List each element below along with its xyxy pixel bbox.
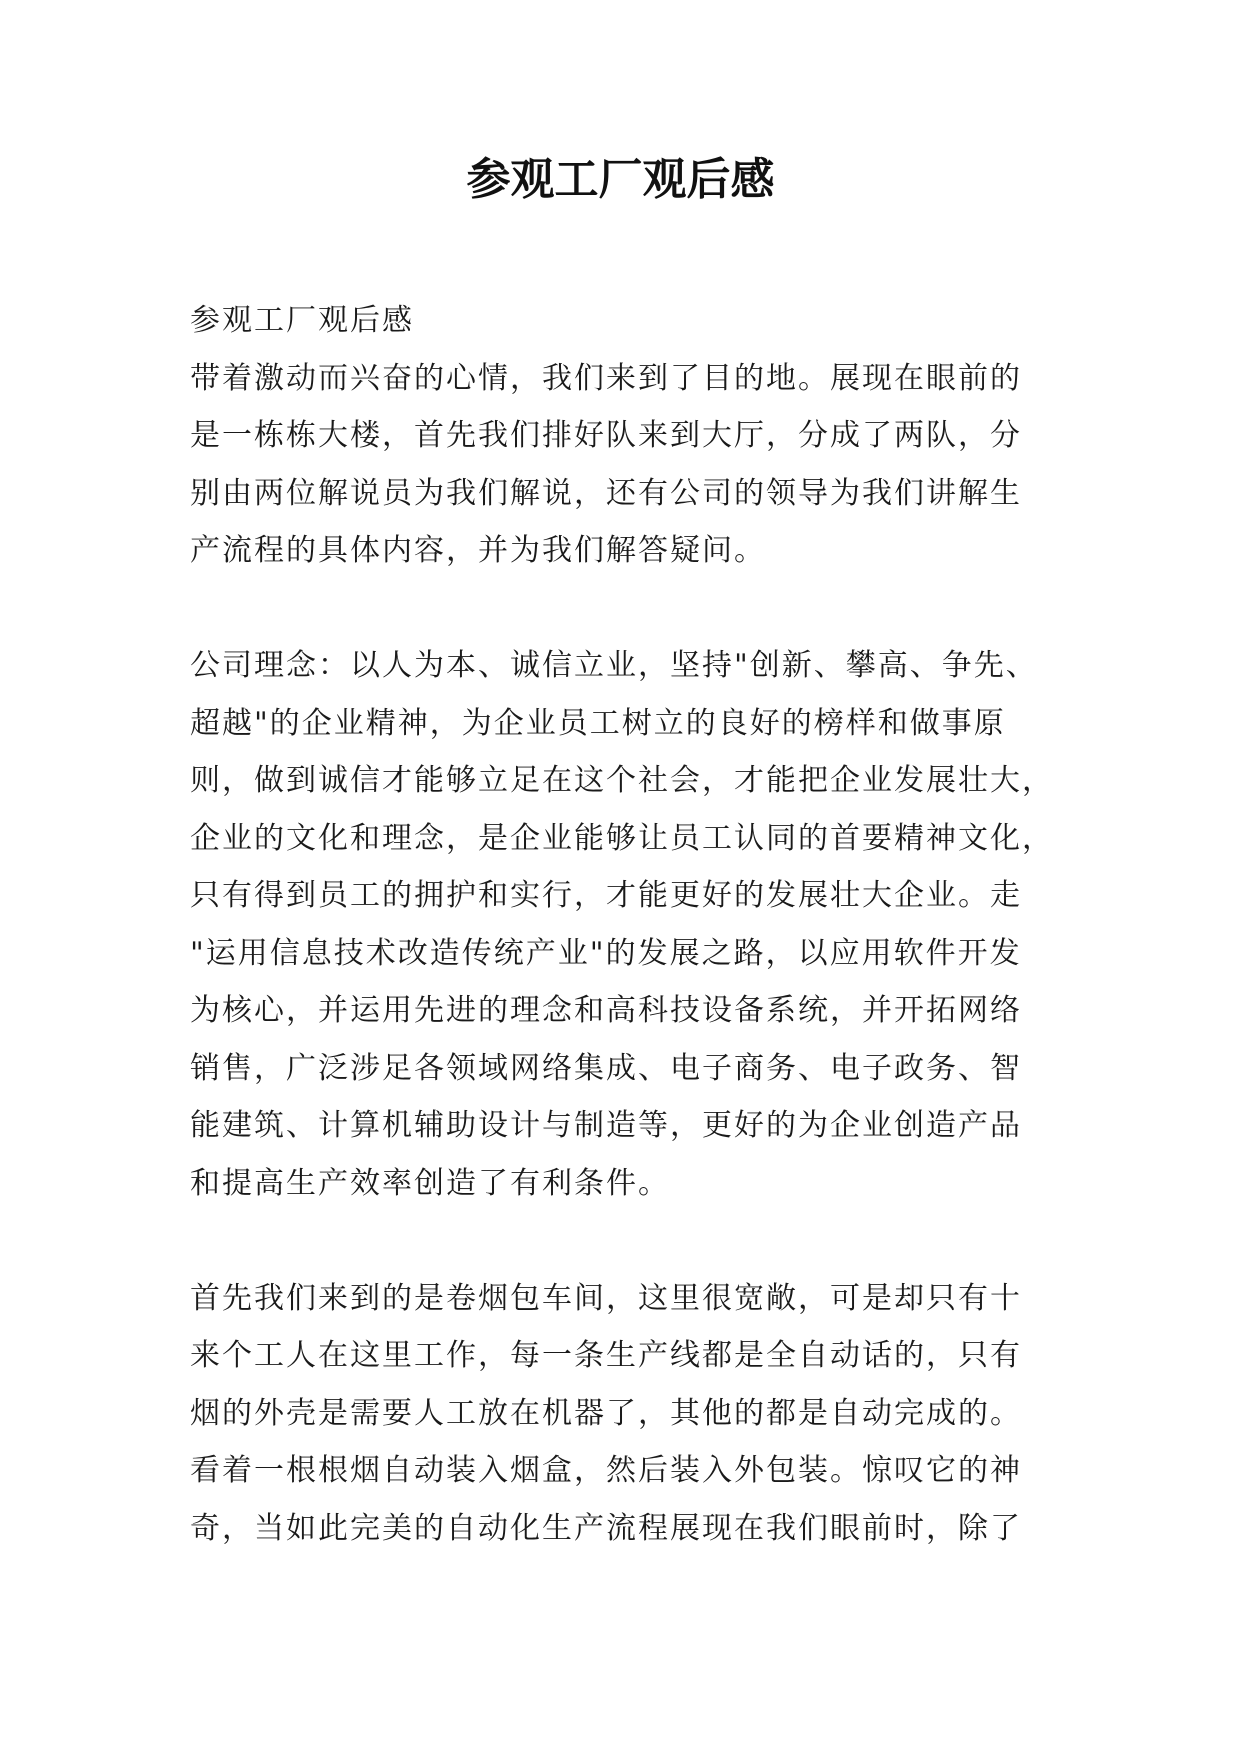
text-line: 首先我们来到的是卷烟包车间，这里很宽敞，可是却只有十 [190, 1280, 1022, 1316]
text-line: 只有得到员工的拥护和实行，才能更好的发展壮大企业。走 [190, 878, 1022, 913]
document-body [190, 292, 1080, 1557]
text-line: 能建筑、计算机辅助设计与制造等，更好的为企业创造产品 [190, 1108, 1022, 1143]
paragraph-spacer [190, 580, 1080, 638]
text-line: 销售，广泛涉足各领域网络集成、电子商务、电子政务、智 [190, 1050, 1022, 1086]
paragraph-spacer [190, 1212, 1080, 1270]
text-line: 带着激动而兴奋的心情，我们来到了目的地。展现在眼前的 [190, 360, 1022, 396]
text-line: 别由两位解说员为我们解说，还有公司的领导为我们讲解生 [190, 475, 1022, 511]
text-line: 则，做到诚信才能够立足在这个社会，才能把企业发展壮大， [190, 763, 1054, 798]
document-subtitle: 参观工厂观后感 [190, 303, 414, 338]
text-line: 超越"的企业精神，为企业员工树立的良好的榜样和做事原 [190, 705, 1006, 741]
text-line: 烟的外壳是需要人工放在机器了，其他的都是自动完成的。 [190, 1395, 1022, 1431]
text-line: 奇，当如此完美的自动化生产流程展现在我们眼前时，除了 [190, 1510, 1022, 1546]
text-line: 为核心，并运用先进的理念和高科技设备系统，并开拓网络 [190, 993, 1022, 1028]
text-line: 看着一根根烟自动装入烟盒，然后装入外包装。惊叹它的神 [190, 1453, 1022, 1488]
text-line: 公司理念：以人为本、诚信立业，坚持"创新、攀高、争先、 [190, 648, 1038, 683]
text-line: 来个工人在这里工作，每一条生产线都是全自动话的，只有 [190, 1338, 1022, 1373]
paragraph-2 [190, 637, 1080, 1212]
text-line: 和提高生产效率创造了有利条件。 [190, 1165, 670, 1201]
text-line: 是一栋栋大楼，首先我们排好队来到大厅，分成了两队，分 [190, 418, 1022, 453]
text-line: 产流程的具体内容，并为我们解答疑问。 [190, 533, 766, 568]
text-line: "运用信息技术改造传统产业"的发展之路，以应用软件开发 [190, 935, 1022, 971]
document-title: 参观工厂观后感 [466, 154, 775, 205]
paragraph-3 [190, 1270, 1080, 1558]
paragraph-1 [190, 350, 1080, 580]
text-line: 企业的文化和理念，是企业能够让员工认同的首要精神文化， [190, 820, 1054, 856]
